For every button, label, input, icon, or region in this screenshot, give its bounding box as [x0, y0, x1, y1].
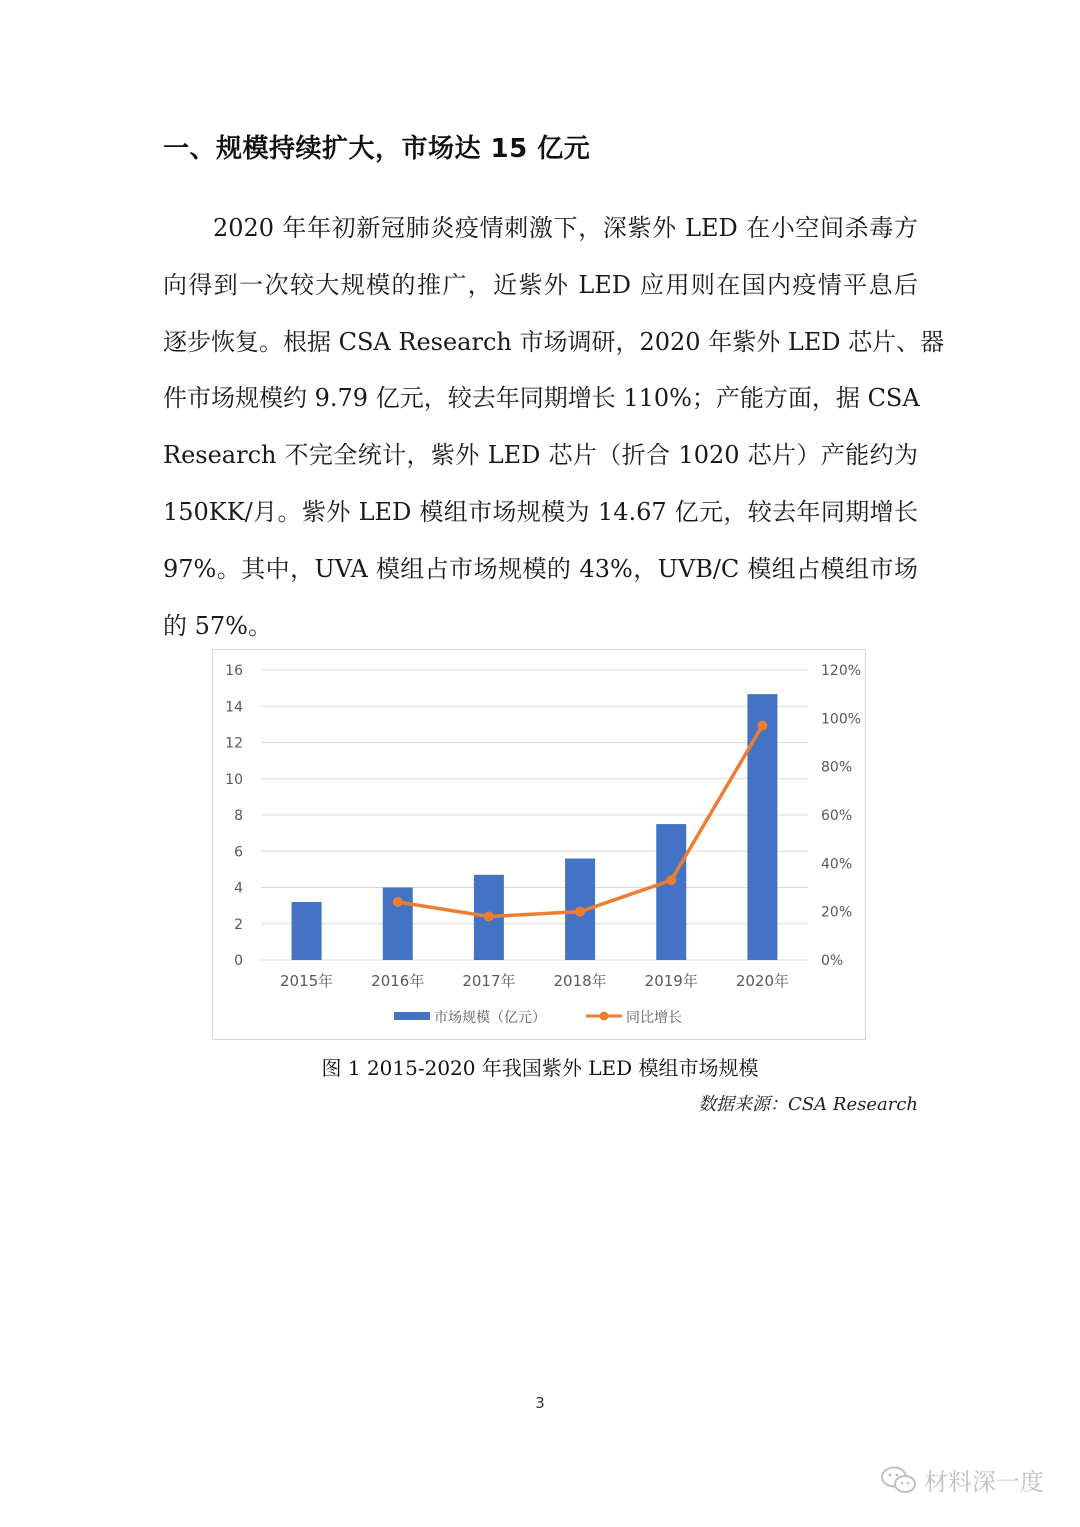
x-tick-label: 2019年 [644, 972, 698, 990]
watermark [880, 1462, 1044, 1497]
paragraph-line: Research 不完全统计，紫外 LED 芯片（折合 1020 芯片）产能约为 [163, 441, 918, 470]
line-point [393, 897, 403, 907]
paragraph-line: 2020 年年初新冠肺炎疫情刺激下，深紫外 LED 在小空间杀毒方 [213, 214, 918, 242]
left-axis-ticks [225, 663, 243, 969]
wechat-icon [880, 1465, 918, 1495]
paragraph-line: 向得到一次较大规模的推广，近紫外 LED 应用则在国内疫情平息后 [163, 270, 918, 299]
x-tick-label: 2016年 [371, 972, 425, 990]
right-tick-label: 80% [821, 759, 853, 776]
data-source: 数据来源：CSA Research [698, 1094, 918, 1115]
legend-line-label: 同比增长 [626, 1010, 682, 1026]
figure-caption: 图 1 2015-2020 年我国紫外 LED 模组市场规模 [321, 1056, 759, 1080]
paragraph-line: 150KK/月。紫外 LED 模组市场规模为 14.67 亿元，较去年同期增长 [163, 497, 918, 526]
right-tick-label: 100% [821, 711, 862, 728]
body-paragraph [163, 200, 945, 654]
left-tick-label: 4 [234, 880, 243, 897]
watermark-text: 材料深一度 [924, 1468, 1044, 1496]
x-tick-label: 2018年 [553, 972, 607, 990]
left-tick-label: 10 [225, 771, 243, 788]
grid-lines [261, 670, 808, 960]
left-tick-label: 2 [234, 916, 243, 933]
paragraph-line: 97%。其中，UVA 模组占市场规模的 43%，UVB/C 模组占模组市场 [163, 554, 918, 583]
section-heading: 一、规模持续扩大，市场达 15 亿元 [163, 134, 591, 164]
bar [656, 824, 686, 960]
bar [292, 902, 322, 960]
right-tick-label: 40% [821, 856, 853, 873]
x-tick-label: 2017年 [462, 972, 516, 990]
left-tick-label: 8 [234, 808, 243, 824]
x-axis-ticks [280, 972, 789, 990]
x-tick-label: 2015年 [279, 972, 334, 990]
left-tick-label: 16 [225, 663, 243, 679]
market-size-chart [212, 649, 866, 1040]
legend-bar-swatch [394, 1012, 430, 1020]
bar [747, 694, 777, 960]
line-point [666, 875, 676, 885]
right-axis-ticks [821, 663, 861, 969]
right-tick-label: 0% [821, 953, 844, 969]
chart-canvas [213, 650, 867, 1041]
paragraph-line: 的 57%。 [163, 611, 272, 640]
left-tick-label: 0 [234, 953, 243, 969]
line-point [757, 721, 767, 731]
paragraph-line: 逐步恢复。根据 CSA Research 市场调研，2020 年紫外 LED 芯片、器 [163, 327, 945, 356]
left-tick-label: 14 [225, 699, 243, 716]
legend-line-marker [600, 1012, 609, 1021]
right-tick-label: 20% [821, 904, 853, 921]
left-tick-label: 12 [225, 735, 243, 752]
paragraph-line: 件市场规模约 9.79 亿元，较去年同期增长 110%；产能方面，据 CSA [163, 384, 920, 413]
legend-bar-label: 市场规模（亿元） [434, 1010, 546, 1026]
page-number: 3 [535, 1394, 545, 1412]
right-tick-label: 60% [821, 808, 853, 824]
chart-legend [394, 1009, 682, 1026]
line-point [575, 907, 585, 917]
right-tick-label: 120% [821, 663, 862, 679]
left-tick-label: 6 [234, 844, 243, 861]
line-point [484, 912, 494, 922]
x-tick-label: 2020年 [735, 972, 790, 990]
